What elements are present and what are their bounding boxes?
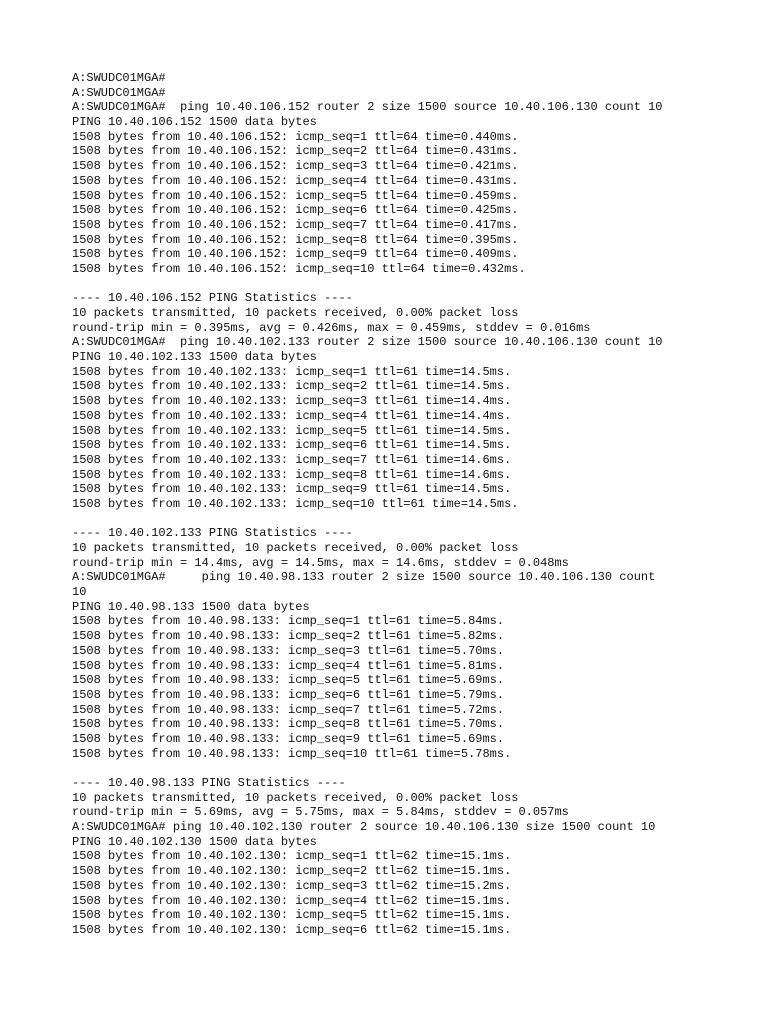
terminal-line: 10 packets transmitted, 10 packets received, 0.00% packet loss: [72, 541, 519, 555]
terminal-line: A:SWUDC01MGA# ping 10.40.102.133 router 2 size 1500 source 10.40.106.130 count 10: [72, 335, 663, 350]
terminal-line: 1508 bytes from 10.40.98.133: icmp_seq=4 ttl=61 time=5.81ms.: [72, 658, 505, 673]
terminal-line: 10 packets transmitted, 10 packets received, 0.00% packet loss: [72, 790, 519, 805]
terminal-line: 1508 bytes from 10.40.98.133: icmp_seq=1 ttl=61 time=5.84ms.: [72, 614, 505, 629]
terminal-line: 1508 bytes from 10.40.98.133: icmp_seq=9 ttl=61 time=5.69ms.: [72, 731, 505, 746]
terminal-line: round-trip min = 14.4ms, avg = 14.5ms, max = 14.6ms, stddev = 0.048ms: [72, 555, 569, 570]
terminal-line: 1508 bytes from 10.40.106.152: icmp_seq=4 ttl=64 time=0.431ms.: [72, 173, 519, 188]
terminal-line: 1508 bytes from 10.40.98.133: icmp_seq=6 ttl=61 time=5.79ms.: [72, 687, 505, 702]
terminal-line: 1508 bytes from 10.40.98.133: icmp_seq=3 ttl=61 time=5.70ms.: [72, 643, 505, 658]
terminal-line: 1508 bytes from 10.40.102.130: icmp_seq=5 ttl=62 time=15.1ms.: [72, 908, 512, 923]
terminal-line: A:SWUDC01MGA# ping 10.40.106.152 router 2 size 1500 source 10.40.106.130 count 10: [72, 100, 663, 115]
terminal-line: A:SWUDC01MGA# ping 10.40.98.133 router 2 size 1500 source 10.40.106.130 count: [72, 570, 656, 585]
terminal-line: 1508 bytes from 10.40.106.152: icmp_seq=7 ttl=64 time=0.417ms.: [72, 217, 519, 232]
terminal-line: 1508 bytes from 10.40.102.130: icmp_seq=6 ttl=62 time=15.1ms.: [72, 922, 512, 937]
terminal-line: 10 packets transmitted, 10 packets received, 0.00% packet loss: [72, 306, 519, 320]
terminal-line: 1508 bytes from 10.40.106.152: icmp_seq=8 ttl=64 time=0.395ms.: [72, 232, 519, 247]
terminal-line: PING 10.40.102.130 1500 data bytes: [72, 834, 317, 849]
terminal-line: 1508 bytes from 10.40.106.152: icmp_seq=6 ttl=64 time=0.425ms.: [72, 203, 519, 218]
terminal-line: 1508 bytes from 10.40.102.130: icmp_seq=3 ttl=62 time=15.2ms.: [72, 878, 512, 893]
terminal-line: 1508 bytes from 10.40.106.152: icmp_seq=2 ttl=64 time=0.431ms.: [72, 144, 519, 159]
terminal-line: PING 10.40.106.152 1500 data bytes: [72, 115, 317, 130]
terminal-line: 1508 bytes from 10.40.106.152: icmp_seq=9 ttl=64 time=0.409ms.: [72, 247, 519, 262]
terminal-line: 1508 bytes from 10.40.98.133: icmp_seq=5 ttl=61 time=5.69ms.: [72, 673, 505, 688]
terminal-line: 1508 bytes from 10.40.102.133: icmp_seq=8 ttl=61 time=14.6ms.: [72, 467, 512, 482]
terminal-line: 1508 bytes from 10.40.102.133: icmp_seq=6 ttl=61 time=14.5ms.: [72, 438, 512, 453]
terminal-line: 1508 bytes from 10.40.102.130: icmp_seq=1 ttl=62 time=15.1ms.: [72, 849, 512, 864]
terminal-line: A:SWUDC01MGA# ping 10.40.102.130 router 2 source 10.40.106.130 size 1500 count 10: [72, 820, 656, 835]
terminal-line: 1508 bytes from 10.40.102.133: icmp_seq=1 ttl=61 time=14.5ms.: [72, 364, 512, 379]
terminal-line: 1508 bytes from 10.40.102.130: icmp_seq=4 ttl=62 time=15.1ms.: [72, 893, 512, 908]
terminal-line: A:SWUDC01MGA#: [72, 85, 166, 100]
blank-line: [72, 761, 762, 776]
terminal-line: PING 10.40.98.133 1500 data bytes: [72, 599, 310, 614]
blank-line: [72, 277, 762, 292]
terminal-line: 1508 bytes from 10.40.98.133: icmp_seq=2 ttl=61 time=5.82ms.: [72, 629, 505, 644]
terminal-line: 1508 bytes from 10.40.102.133: icmp_seq=2 ttl=61 time=14.5ms.: [72, 379, 512, 394]
terminal-line: 1508 bytes from 10.40.98.133: icmp_seq=7 ttl=61 time=5.72ms.: [72, 702, 505, 717]
terminal-line: 1508 bytes from 10.40.98.133: icmp_seq=10 ttl=61 time=5.78ms.: [72, 746, 512, 761]
terminal-line: 1508 bytes from 10.40.102.133: icmp_seq=3 ttl=61 time=14.4ms.: [72, 394, 512, 409]
terminal-line: round-trip min = 5.69ms, avg = 5.75ms, max = 5.84ms, stddev = 0.057ms: [72, 805, 569, 820]
terminal-line: 1508 bytes from 10.40.102.133: icmp_seq=4 ttl=61 time=14.4ms.: [72, 408, 512, 423]
terminal-line: 1508 bytes from 10.40.102.133: icmp_seq=10 ttl=61 time=14.5ms.: [72, 496, 519, 511]
blank-line: [72, 512, 762, 527]
terminal-line: PING 10.40.102.133 1500 data bytes: [72, 350, 317, 365]
terminal-line: round-trip min = 0.395ms, avg = 0.426ms, max = 0.459ms, stddev = 0.016ms: [72, 320, 591, 335]
terminal-line: 1508 bytes from 10.40.106.152: icmp_seq=10 ttl=64 time=0.432ms.: [72, 261, 526, 276]
terminal-line: 1508 bytes from 10.40.106.152: icmp_seq=3 ttl=64 time=0.421ms.: [72, 159, 519, 174]
terminal-line: ---- 10.40.98.133 PING Statistics ----: [72, 776, 346, 790]
terminal-line: 1508 bytes from 10.40.102.133: icmp_seq=9 ttl=61 time=14.5ms.: [72, 482, 512, 497]
terminal-line: 1508 bytes from 10.40.106.152: icmp_seq=5 ttl=64 time=0.459ms.: [72, 188, 519, 203]
terminal-line: 1508 bytes from 10.40.102.133: icmp_seq=5 ttl=61 time=14.5ms.: [72, 423, 512, 438]
terminal-line: ---- 10.40.102.133 PING Statistics ----: [72, 526, 353, 541]
terminal-line: 10: [72, 585, 87, 600]
terminal-line: ---- 10.40.106.152 PING Statistics ----: [72, 291, 353, 306]
terminal-output: [72, 71, 762, 938]
terminal-line: 1508 bytes from 10.40.102.130: icmp_seq=2 ttl=62 time=15.1ms.: [72, 864, 512, 879]
terminal-line: 1508 bytes from 10.40.106.152: icmp_seq=1 ttl=64 time=0.440ms.: [72, 129, 519, 144]
terminal-line: 1508 bytes from 10.40.102.133: icmp_seq=7 ttl=61 time=14.6ms.: [72, 452, 512, 467]
terminal-line: 1508 bytes from 10.40.98.133: icmp_seq=8 ttl=61 time=5.70ms.: [72, 717, 505, 732]
terminal-line: A:SWUDC01MGA#: [72, 71, 166, 85]
